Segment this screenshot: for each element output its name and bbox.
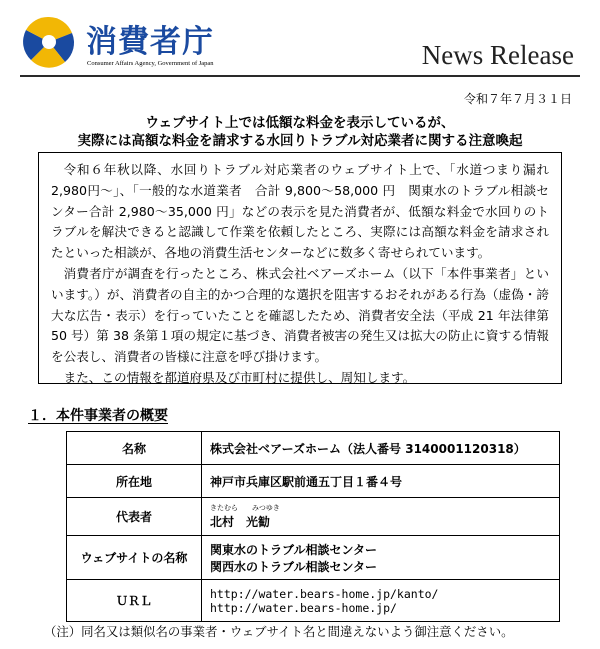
table-row xyxy=(67,580,560,622)
agency-english-name: Consumer Affairs Agency, Government of Japan xyxy=(87,60,214,67)
title-line-2: 実際には高額な料金を請求する水回りトラブル対応業者に関する注意喚起 xyxy=(77,133,523,149)
representative-label: 代表者 xyxy=(67,498,202,536)
summary-paragraph-3: また、この情報を都道府県及び市町村に提供し、周知します。 xyxy=(63,369,416,385)
title-line-1: ウェブサイト上では低額な料金を表示しているが、 xyxy=(145,115,455,131)
name-value: 株式会社ベアーズホーム（法人番号 3140001120318） xyxy=(202,432,560,465)
url-label: ＵＲＬ xyxy=(67,580,202,622)
representative-value: 北村 光勧 xyxy=(210,515,271,529)
website-name-label: ウェブサイトの名称 xyxy=(67,536,202,580)
footnote: （注）同名又は類似名の事業者・ウェブサイト名と間違えないよう御注意ください。 xyxy=(44,624,514,639)
header-divider xyxy=(20,75,580,77)
representative-ruby: きたむら みつゆき xyxy=(210,504,280,512)
summary-paragraph-2: 消費者庁が調査を行ったところ、株式会社ベアーズホーム（以下「本件事業者」といいます。）が、消費者の自主的かつ合理的な選択を阻害するおそれがある行為（虚偽・誇大な広告・表示）を行っていたことを確認したため、消費者安全法（平成 21 年法律第 50 号）第 38 条第１項の規定に基づき、消費者被害の発生又は拡大の防止に資する情報を公表し、消費者の皆様に注意を呼び掛けます。 xyxy=(51,265,549,365)
representative-cell xyxy=(202,498,560,536)
table-row xyxy=(67,465,560,498)
url-link-kanto[interactable]: http://water.bears-home.jp/kanto/ xyxy=(210,586,439,601)
website-name-kansai: 関西水のトラブル相談センター xyxy=(210,559,378,574)
website-name-cell xyxy=(202,536,560,580)
url-link-kansai[interactable]: http://water.bears-home.jp/ xyxy=(210,600,397,615)
table-row xyxy=(67,536,560,580)
section-heading: １．本件事業者の概要 xyxy=(28,408,168,424)
header xyxy=(0,0,600,80)
address-value: 神戸市兵庫区駅前通五丁目１番４号 xyxy=(202,465,560,498)
table-row xyxy=(67,498,560,536)
summary-paragraph-1: 令和６年秋以降、水回りトラブル対応業者のウェブサイト上で、「水道つまり漏れ2,980円〜」、「一般的な水道業者 合計 9,800〜58,000 円 関東水のトラブル相談センター合計 2,980〜35,000 円」などの表示を見た消費者が、低額な料金で水回りのトラブルを解決できると認識して作業を依頼したところ、実際には高額な料金を請求されたといった相談が、各地の消費生活センターなどに数多く寄せられています。 xyxy=(51,162,549,261)
agency-name: 消費者庁 xyxy=(86,24,214,60)
website-name-kanto: 関東水のトラブル相談センター xyxy=(210,542,378,557)
release-date: 令和７年７月３１日 xyxy=(463,92,572,106)
caa-logo-icon xyxy=(22,14,76,70)
business-overview-table xyxy=(66,431,560,622)
summary-box xyxy=(38,152,562,384)
url-cell xyxy=(202,580,560,622)
news-release-label: News Release xyxy=(421,40,574,70)
table-row xyxy=(67,432,560,465)
name-label: 名称 xyxy=(67,432,202,465)
address-label: 所在地 xyxy=(67,465,202,498)
